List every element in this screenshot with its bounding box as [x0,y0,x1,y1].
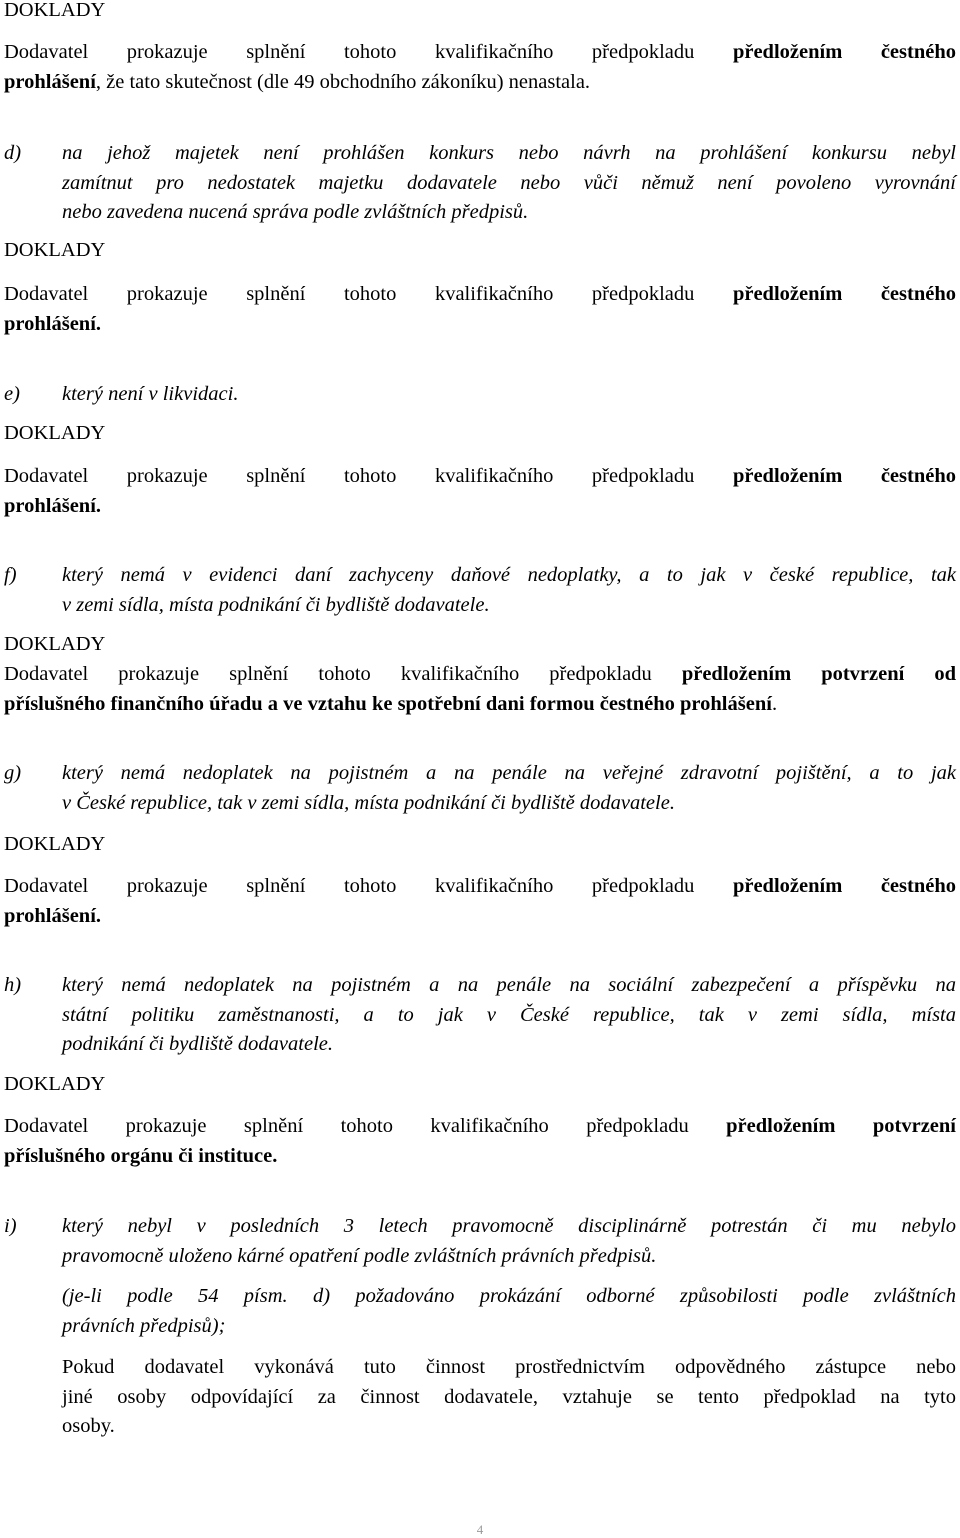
item-label: h) [4,974,22,996]
item-label: f) [4,564,17,586]
list-item-i: i) který nebyl v posledních 3 letech pravomocně disciplinárně potrestán či mu nebylo pravomocně uloženo kárné opatření podle zvláštních právních předpisů. [4,1212,956,1271]
list-item-h: h) který nemá nedoplatek na pojistném a na penále na sociální zabezpečení a příspěvku na státní politiku zaměstnanosti, a to jak v České republice, tak v zemi sídla, místa podnikání či bydliště dodavatele. [4,971,956,1060]
list-item-g: g) který nemá nedoplatek na pojistném a na penále na veřejné zdravotní pojištění, a to jak v České republice, tak v zemi sídla, místa podnikání či bydliště dodavatele. [4,759,956,818]
document-page [4,0,956,1537]
proof-paragraph-e: Dodavatel prokazuje splnění tohoto kvalifikačního předpokladu předložením čestného prohlášení. [4,465,956,517]
list-item-e: e) který není v likvidaci. [4,380,956,410]
list-item-f: f) který nemá v evidenci daní zachyceny daňové nedoplatky, a to jak v české republice, tak v zemi sídla, místa podnikání či bydliště dodavatele. [4,561,956,620]
item-label: i) [4,1215,17,1237]
proof-paragraph-d: Dodavatel prokazuje splnění tohoto kvalifikačního předpokladu předložením čestného prohlášení. [4,283,956,335]
doklady-heading: DOKLADY [4,1073,106,1095]
item-label: e) [4,383,20,405]
item-label: d) [4,142,22,164]
list-item-d: d) na jehož majetek není prohlášen konkurs nebo návrh na prohlášení konkursu nebyl zamítnut pro nedostatek majetku dodavatele nebo vůči němuž není povoleno vyrovnání nebo zavedena nucená správa podle zvláštních předpisů. [4,139,956,228]
proof-paragraph-g: Dodavatel prokazuje splnění tohoto kvalifikačního předpokladu předložením čestného prohlášení. [4,875,956,927]
item-label: g) [4,762,22,784]
page-number: 4 [476,1522,484,1537]
doklady-heading: DOKLADY [4,0,106,21]
doklady-heading: DOKLADY [4,422,106,444]
item-i-extra-paragraph: Pokud dodavatel vykonává tuto činnost prostřednictvím odpovědného zástupce nebo jiné osoby odpovídající za činnost dodavatele, vztahuje se tento předpoklad na tyto osoby. [62,1356,956,1437]
proof-paragraph-c: Dodavatel prokazuje splnění tohoto kvalifikačního předpokladu předložením čestného prohlášení, že tato skutečnost (dle 49 obchodního zákoníku) nenastala. [4,41,956,93]
doklady-heading: DOKLADY [4,633,106,655]
doklady-heading: DOKLADY [4,239,106,261]
proof-paragraph-h: Dodavatel prokazuje splnění tohoto kvalifikačního předpokladu předložením potvrzení příslušného orgánu či instituce. [4,1115,956,1167]
proof-paragraph-f: Dodavatel prokazuje splnění tohoto kvalifikačního předpokladu předložením potvrzení od příslušného finančního úřadu a ve vztahu ke spotřební dani formou čestného prohlášení. [4,663,957,715]
item-i-note: (je-li podle 54 písm. d) požadováno prokázání odborné způsobilosti podle zvláštních právních předpisů); [62,1285,956,1337]
doklady-heading: DOKLADY [4,833,106,855]
